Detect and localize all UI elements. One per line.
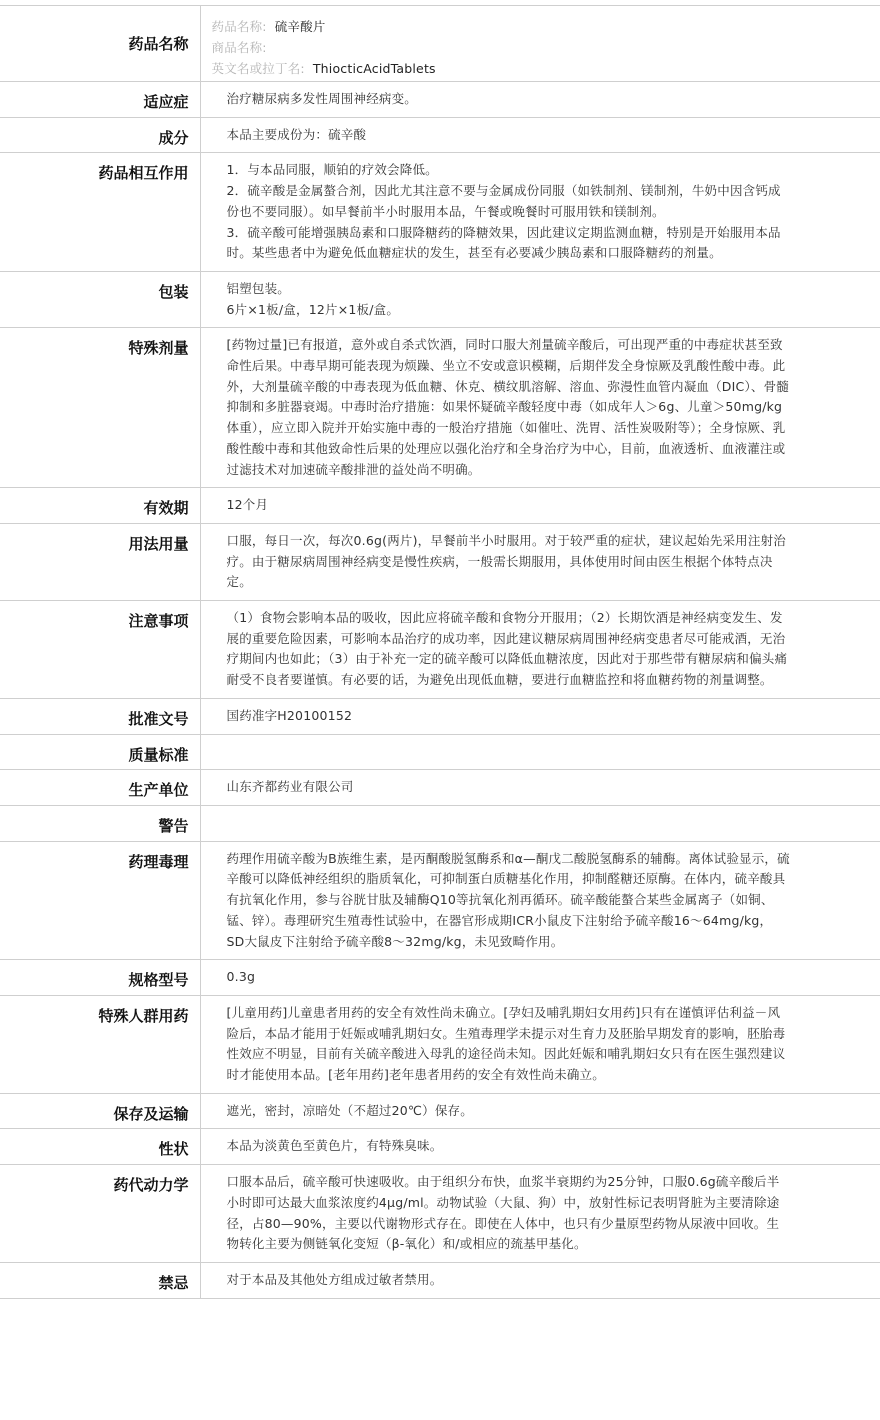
row-value <box>200 601 880 699</box>
info-row <box>0 601 880 699</box>
row-value <box>200 82 880 118</box>
row-value-paragraph: 12个月 <box>226 497 269 513</box>
row-value <box>200 698 880 734</box>
row-label: 禁忌 <box>0 1262 200 1298</box>
info-row <box>0 1129 880 1165</box>
trade-name-line <box>212 37 871 58</box>
trade-name-key: 商品名称: <box>211 40 267 55</box>
row-label: 质量标准 <box>0 734 200 770</box>
row-value-paragraph <box>227 813 791 834</box>
info-row <box>0 328 880 488</box>
row-label: 用法用量 <box>0 523 200 600</box>
info-row <box>0 1165 880 1263</box>
row-label: 药品相互作用 <box>0 153 200 272</box>
row-value-paragraph: 遮光，密封，凉暗处（不超过20℃）保存。 <box>226 1102 473 1118</box>
info-row <box>0 271 880 327</box>
row-value <box>200 1262 880 1298</box>
row-value-paragraph: 本品为淡黄色至黄色片，有特殊臭味。 <box>226 1138 443 1154</box>
info-row <box>0 153 880 272</box>
row-value-paragraph: 国药准字H20100152 <box>226 707 353 723</box>
row-value <box>200 153 880 272</box>
info-row <box>0 117 880 153</box>
row-value <box>200 960 880 996</box>
row-value-paragraph: 治疗糖尿病多发性周围神经病变。 <box>226 91 418 106</box>
row-drug-name <box>0 6 880 82</box>
row-label: 注意事项 <box>0 601 200 699</box>
row-value <box>200 117 880 153</box>
info-row <box>0 82 880 118</box>
row-value-paragraph: [儿童用药]儿童患者用药的安全有效性尚未确立。[孕妇及哺乳期妇女用药]只有在谨慎评估利益－风险后，本品才能用于妊娠或哺乳期妇女。生殖毒理学未提示对生育力及胚胎早期发育的影响，胚胎毒性效应不明显，目前有关硫辛酸进入母乳的途径尚未知。因此妊娠和哺乳期妇女只有在医生强烈建议时才能使用本品。[老年用药]老年患者用药的安全有效性尚未确立。 <box>226 1004 786 1083</box>
row-value <box>200 805 880 841</box>
row-value <box>200 770 880 806</box>
row-value-paragraph: 1．与本品同服，顺铂的疗效会降低。 <box>226 162 438 178</box>
row-value-paragraph: 2．硫辛酸是金属螯合剂，因此尤其注意不要与金属成份同服（如铁制剂、镁制剂，牛奶中因含钙成份也不要同服）。如早餐前半小时服用本品，午餐或晚餐时可服用铁和镁制剂。 <box>226 183 781 219</box>
info-row <box>0 1262 880 1298</box>
generic-name-key: 药品名称: <box>211 19 267 34</box>
row-value <box>200 1165 880 1263</box>
info-row <box>0 841 880 960</box>
row-label: 特殊人群用药 <box>0 995 200 1093</box>
row-value-paragraph: 口服本品后，硫辛酸可快速吸收。由于组织分布快，血浆半衰期约为25分钟，口服0.6g硫辛酸后半小时即可达最大血浆浓度约4μg/ml。动物试验（大鼠、狗）中，放射性标记表明肾脏为主要清除途径，占80—90%，主要以代谢物形式存在。即使在人体中，也只有少量原型药物从尿液中回收。生物转化主要为侧链氧化变短（β-氧化）和/或相应的巯基甲基化。 <box>226 1174 780 1252</box>
row-value <box>200 734 880 770</box>
row-value <box>200 1093 880 1129</box>
row-label: 保存及运输 <box>0 1093 200 1129</box>
info-row <box>0 523 880 600</box>
row-value <box>200 488 880 524</box>
generic-name-line <box>212 16 871 37</box>
english-name-value: ThiocticAcidTablets <box>312 61 436 76</box>
english-name-line <box>212 58 871 79</box>
row-label: 生产单位 <box>0 770 200 806</box>
row-label: 药代动力学 <box>0 1165 200 1263</box>
row-label: 批准文号 <box>0 698 200 734</box>
row-label: 成分 <box>0 117 200 153</box>
row-label: 有效期 <box>0 488 200 524</box>
row-value-paragraph: 山东齐都药业有限公司 <box>226 779 354 795</box>
drug-info-table <box>0 5 880 1299</box>
row-value <box>200 328 880 488</box>
row-value-paragraph <box>227 742 791 763</box>
row-label: 警告 <box>0 805 200 841</box>
row-label: 性状 <box>0 1129 200 1165</box>
row-label: 规格型号 <box>0 960 200 996</box>
drug-name-cell <box>200 6 880 82</box>
row-value <box>200 271 880 327</box>
row-value <box>200 1129 880 1165</box>
row-value-paragraph: 本品主要成份为：硫辛酸 <box>226 126 367 142</box>
row-value-paragraph: 药理作用硫辛酸为B族维生素，是丙酮酸脱氢酶系和α—酮戊二酸脱氢酶系的辅酶。离体试验显示，硫辛酸可以降低神经组织的脂质氧化，可抑制蛋白质糖基化作用，抑制醛糖还原酶。在体内，硫辛酸具有抗氧化作用，参与谷胱甘肽及辅酶Q10等抗氧化剂再循环。硫辛酸能螯合某些金属离子（如铜、锰、锌）。毒理研究生殖毒性试验中，在器官形成期ICR小鼠皮下注射给予硫辛酸16～64mg/kg，SD大鼠皮下注射给予硫辛酸8～32mg/kg，未见致畸作用。 <box>226 850 790 949</box>
row-label: 药理毒理 <box>0 841 200 960</box>
info-row <box>0 734 880 770</box>
row-value-paragraph: 6片×1板/盒，12片×1板/盒。 <box>226 301 400 317</box>
info-row <box>0 995 880 1093</box>
info-row <box>0 698 880 734</box>
row-label: 药品名称 <box>0 6 200 82</box>
info-row <box>0 1093 880 1129</box>
english-name-key: 英文名或拉丁名: <box>211 61 305 76</box>
generic-name-value: 硫辛酸片 <box>274 19 326 34</box>
row-label: 特殊剂量 <box>0 328 200 488</box>
info-row <box>0 770 880 806</box>
row-value-paragraph: 0.3g <box>226 969 256 985</box>
info-row <box>0 488 880 524</box>
info-row <box>0 960 880 996</box>
row-value-paragraph: 口服，每日一次，每次0.6g(两片)，早餐前半小时服用。对于较严重的症状，建议起始先采用注射治疗。由于糖尿病周围神经病变是慢性疾病，一般需长期服用，具体使用时间由医生根据个体特点决定。 <box>226 532 786 590</box>
row-label: 包装 <box>0 271 200 327</box>
row-value <box>200 995 880 1093</box>
row-value <box>200 523 880 600</box>
row-value-paragraph: 对于本品及其他处方组成过敏者禁用。 <box>226 1271 443 1287</box>
row-value <box>200 841 880 960</box>
row-value-paragraph: [药物过量]已有报道，意外或自杀式饮酒，同时口服大剂量硫辛酸后，可出现严重的中毒症状甚至致命性后果。中毒早期可能表现为烦躁、坐立不安或意识模糊，后期伴发全身惊厥及乳酸性酸中毒。此外，大剂量硫辛酸的中毒表现为低血糖、休克、横纹肌溶解、溶血、弥漫性血管内凝血（DIC）、骨髓抑制和多脏器衰竭。中毒时治疗措施：如果怀疑硫辛酸轻度中毒（如成年人＞6g、儿童＞50mg/kg体重），应立即入院并开始实施中毒的一般治疗措施（如催吐、洗胃、活性炭吸附等）；全身惊厥、乳酸性酸中毒和其他致命性后果的处理应以强化治疗和全身治疗为中心，目前，血液透析、血液灌注或过滤技术对加速硫辛酸排泄的益处尚不明确。 <box>226 337 789 477</box>
row-label: 适应症 <box>0 82 200 118</box>
row-value-paragraph: 3．硫辛酸可能增强胰岛素和口服降糖药的降糖效果，因此建议定期监测血糖，特别是开始服用本品时。某些患者中为避免低血糖症状的发生，甚至有必要减少胰岛素和口服降糖药的剂量。 <box>226 224 781 261</box>
row-value-paragraph: （1）食物会影响本品的吸收，因此应将硫辛酸和食物分开服用；（2）长期饮酒是神经病变发生、发展的重要危险因素，可影响本品治疗的成功率，因此建议糖尿病周围神经病变患者尽可能戒酒，无治疗期间内也如此；（3）由于补充一定的硫辛酸可以降低血糖浓度，因此对于那些带有糖尿病和偏头痛耐受不良者要谨慎。有必要的话，为避免出现低血糖，要进行血糖监控和将血糖药物的剂量调整。 <box>226 610 788 688</box>
row-value-paragraph: 铝塑包装。 <box>226 280 291 296</box>
info-row <box>0 805 880 841</box>
